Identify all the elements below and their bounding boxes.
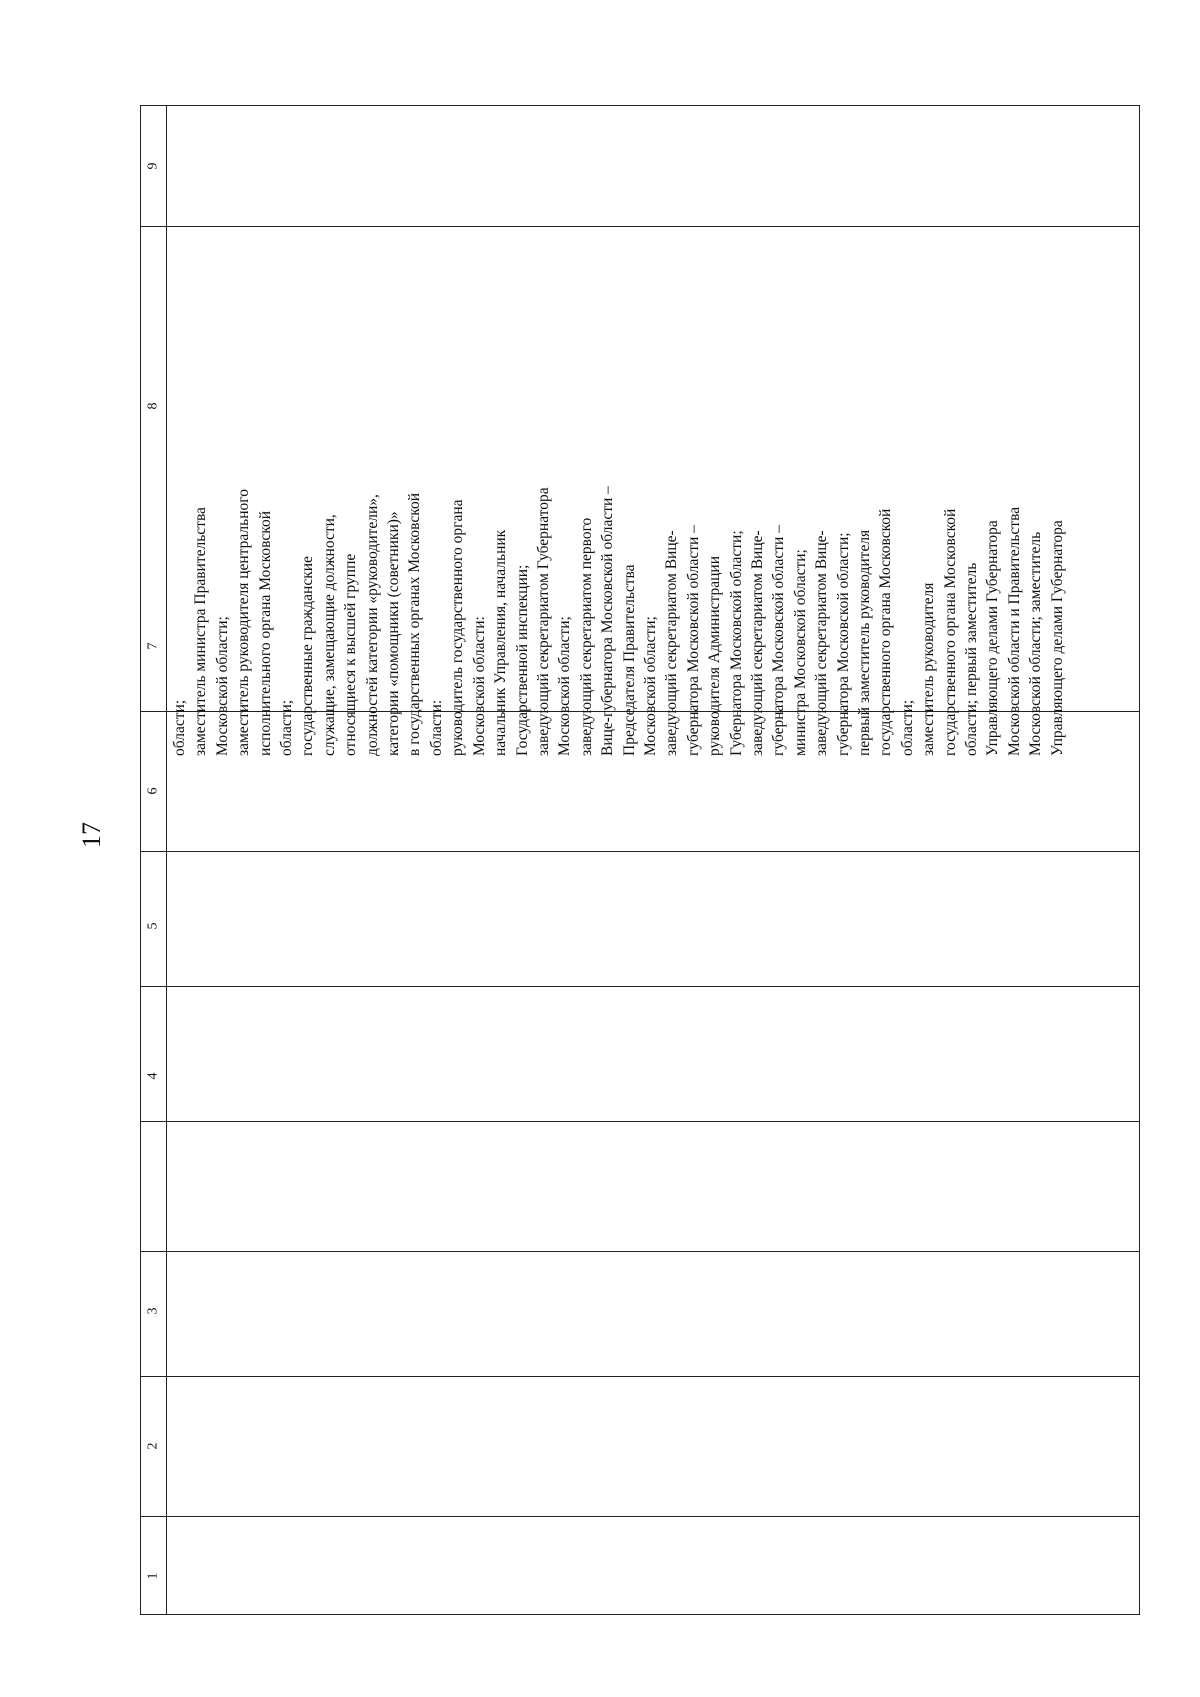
column-number-6: 6 bbox=[145, 787, 161, 795]
column-divider-3-4 bbox=[141, 1251, 1139, 1252]
cell-text-line: руководителя Администрации bbox=[706, 555, 724, 756]
column-divider-4-5 bbox=[141, 1121, 1139, 1122]
column-8-cell bbox=[169, 0, 1066, 760]
page-number bbox=[72, 815, 112, 855]
cell-text-line: Московской области; bbox=[641, 616, 659, 756]
column-number-4: 4 bbox=[145, 1072, 161, 1080]
cell-text-line: служащие, замещающие должности, bbox=[320, 514, 338, 756]
cell-text-line: относящиеся к высшей группе bbox=[342, 553, 360, 756]
cell-text-line: губернатора Московской области – bbox=[770, 525, 788, 756]
cell-text-line: Губернатора Московской области; bbox=[727, 530, 745, 756]
cell-text-line: Вице-губернатора Московской области – bbox=[599, 486, 617, 756]
column-number-1: 1 bbox=[145, 1572, 161, 1580]
column-number-2: 2 bbox=[145, 1442, 161, 1450]
column-number-9: 9 bbox=[145, 162, 161, 170]
cell-text-line: Московской области и Правительства bbox=[1005, 506, 1023, 756]
column-divider-2-3 bbox=[141, 1376, 1139, 1377]
page-number-text: 17 bbox=[77, 822, 106, 848]
cell-text-line: Государственной инспекции; bbox=[513, 564, 531, 756]
cell-text-line: государственного органа Московской bbox=[941, 508, 959, 756]
cell-text-line: в государственных органах Московской bbox=[406, 493, 424, 756]
column-divider-6-7 bbox=[141, 851, 1139, 852]
cell-text-line: заведующий секретариатом Вице- bbox=[813, 530, 831, 756]
column-number-3: 3 bbox=[145, 1307, 161, 1315]
cell-text-line: области; bbox=[898, 699, 916, 756]
cell-text-line: заведующий секретариатом Вице- bbox=[663, 530, 681, 756]
cell-text-line: Управляющего делами Губернатора bbox=[984, 520, 1002, 756]
data-table bbox=[140, 105, 1140, 1615]
cell-text-line: области: bbox=[427, 699, 445, 756]
column-divider-5-6 bbox=[141, 986, 1139, 987]
cell-text-line: категории «помощники (советники)» bbox=[385, 511, 403, 756]
cell-text-line: руководитель государственного органа bbox=[449, 499, 467, 756]
cell-text-line: губернатора Московской области – bbox=[684, 525, 702, 756]
cell-text-line: губернатора Московской области; bbox=[834, 532, 852, 756]
cell-text-line: области; bbox=[171, 699, 188, 756]
cell-text-line: заместитель руководителя центрального bbox=[235, 488, 253, 756]
column-number-8: 8 bbox=[145, 402, 161, 410]
cell-text-line: заведующий секретариатом Вице- bbox=[748, 530, 766, 756]
cell-text-line: министра Московской области; bbox=[791, 549, 809, 756]
cell-text-line: первый заместитель руководителя bbox=[856, 529, 873, 756]
cell-text-line: заместитель министра Правительства bbox=[192, 507, 210, 756]
cell-text-line: заместитель руководителя bbox=[920, 582, 938, 756]
column-divider-1-2 bbox=[141, 1516, 1139, 1517]
cell-text-line: Управляющего делами Губернатора bbox=[1048, 520, 1066, 756]
cell-text-line: области; bbox=[278, 699, 296, 756]
cell-text-line: Московской области; заместитель bbox=[1027, 531, 1045, 756]
column-number-5: 5 bbox=[145, 922, 161, 930]
cell-text-line: Московской области; bbox=[556, 616, 574, 756]
cell-text-line: Председателя Правительства bbox=[620, 564, 638, 756]
header-row-divider bbox=[166, 106, 167, 1614]
column-number-7: 7 bbox=[145, 642, 161, 650]
cell-text-line: должностей категории «руководители», bbox=[363, 494, 381, 756]
cell-text-line: начальник Управления, начальник bbox=[492, 529, 510, 756]
cell-text-line: области; первый заместитель bbox=[963, 562, 981, 756]
cell-text-line: заведующий секретариатом первого bbox=[577, 517, 595, 756]
cell-text-line: государственного органа Московской bbox=[877, 508, 895, 756]
cell-text-line: исполнительного органа Московской bbox=[256, 510, 274, 756]
cell-text-line: Московской области; bbox=[213, 616, 231, 756]
cell-text-line: Московской области: bbox=[470, 616, 488, 756]
cell-text-line: заведующий секретариатом Губернатора bbox=[534, 487, 552, 756]
cell-text-line: государственные гражданские bbox=[299, 556, 317, 756]
